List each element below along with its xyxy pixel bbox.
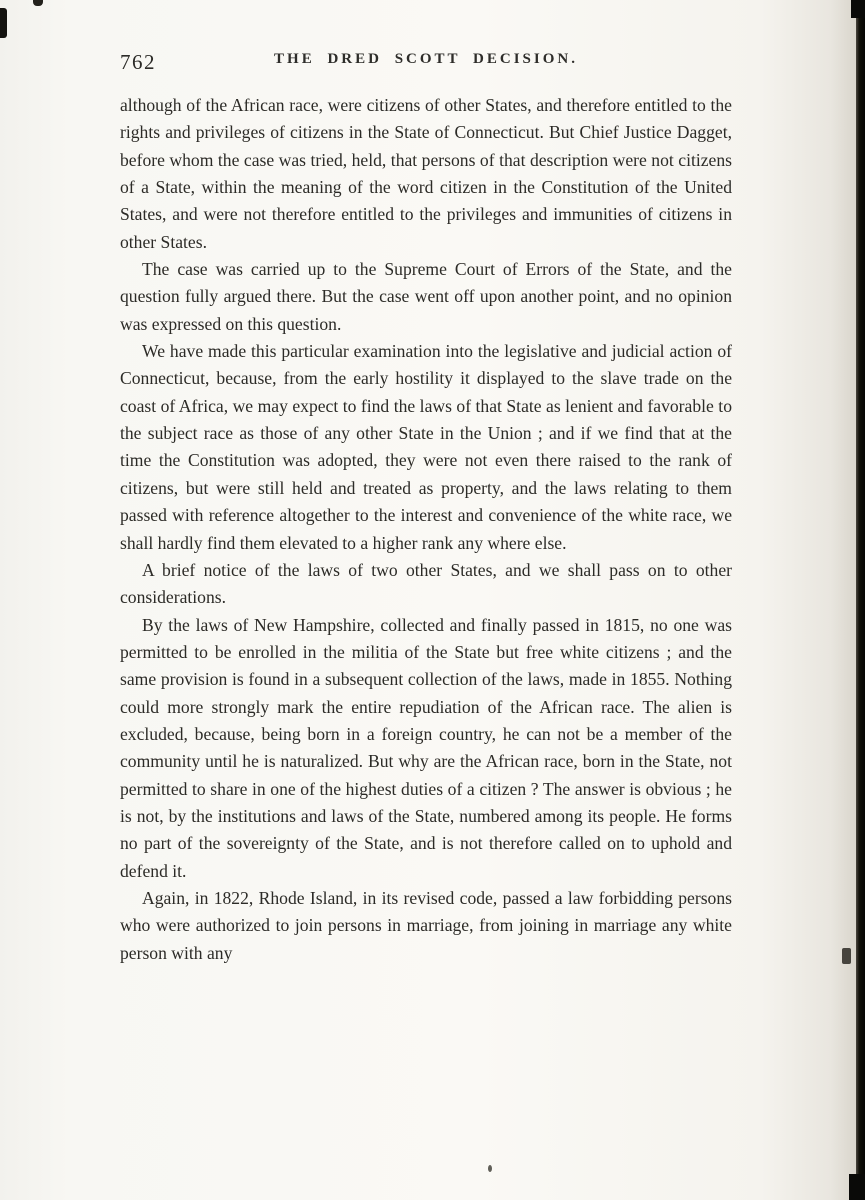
scan-artifact-bottom-right: [849, 1174, 865, 1200]
scan-artifact-top-edge: [33, 0, 43, 6]
page-number: 762: [120, 50, 156, 74]
paragraph: Again, in 1822, Rhode Island, in its revised code, passed a law forbidding persons who were authorized to join persons in marriage, from joining in marriage any white person with any: [120, 887, 732, 963]
running-title: THE DRED SCOTT DECISION.: [274, 51, 578, 67]
paragraph: A brief notice of the laws of two other States, and we shall pass on to other considerations.: [120, 559, 732, 608]
page-header: [120, 48, 732, 76]
paragraph: The case was carried up to the Supreme Court of Errors of the State, and the question fully argued there. But the case went off upon another point, and no opinion was expressed on this question.: [120, 259, 732, 334]
book-binding-shadow: [856, 0, 865, 1200]
paragraph: although of the African race, were citizens of other States, and therefore entitled to the rights and privileges of citizens in the State of Connecticut. But Chief Justice Dagget, before whom the case was tried, held, that persons of that description were not citizens of a State, within the meaning of the word citizen in the Constitution of the United States, and were not therefore entitled to the privileges and immunities of citizens in other States.: [120, 95, 732, 252]
scan-artifact-right-speck: [842, 948, 851, 964]
scan-artifact-top-right: [851, 0, 865, 18]
scan-artifact-top-left: [0, 8, 7, 38]
body-text: [120, 92, 732, 967]
scan-artifact-bottom-speck: [488, 1165, 492, 1172]
paragraph: By the laws of New Hampshire, collected and finally passed in 1815, no one was permitted to be enrolled in the militia of the State but free white citizens ; and the same provision is found in a subsequent collection of the laws, made in 1855. Nothing could more strongly mark the entire repudiation of the African race. The alien is excluded, because, being born in a foreign country, he can not be a member of the community until he is naturalized. But why are the African race, born in the State, not permitted to share in one of the highest duties of a citizen ? The answer is obvious ; he is not, by the institutions and laws of the State, numbered among its people. He forms no part of the sovereignty of the State, and is not therefore called on to uphold and defend it.: [120, 614, 732, 881]
paragraph: We have made this particular examination into the legislative and judicial action of Connecticut, because, from the early hostility it displayed to the slave trade on the coast of Africa, we may expect to find the laws of that State as lenient and favorable to the subject race as those of any other State in the Union ; and if we find that at the time the Constitution was adopted, they were not even there raised to the rank of citizens, but were still held and treated as property, and the laws relating to them passed with reference altogether to the interest and convenience of the white race, we shall hardly find them elevated to a higher rank any where else.: [120, 341, 732, 553]
